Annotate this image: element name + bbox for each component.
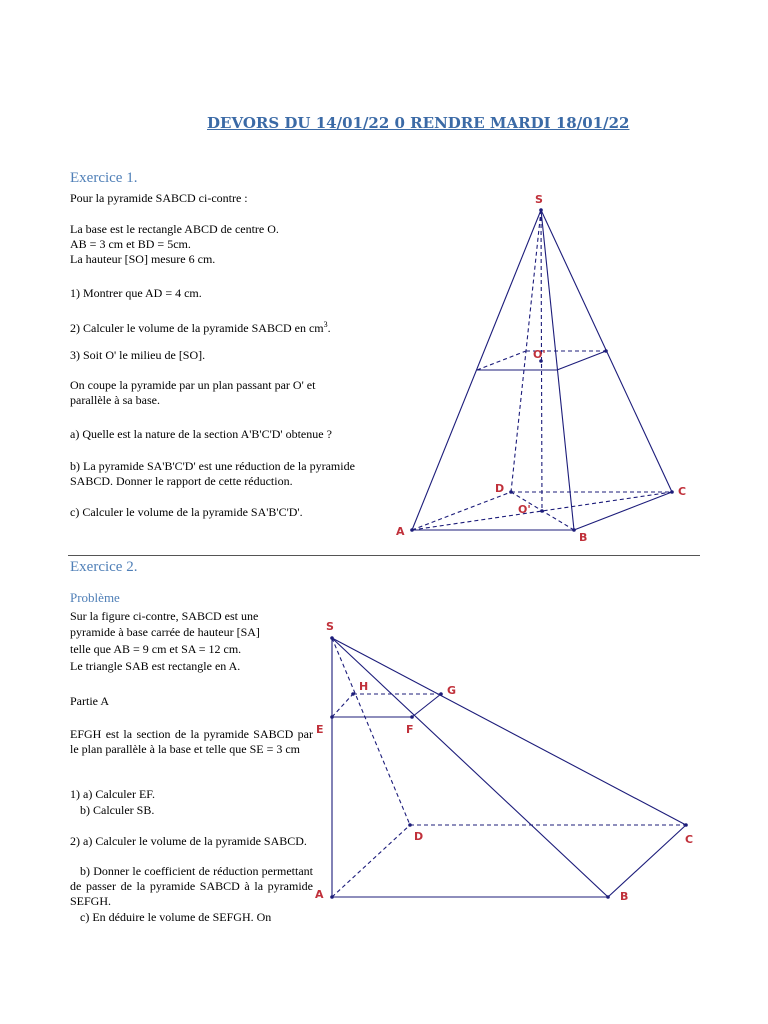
label-D-2: D (414, 830, 424, 843)
ex1-q2-exponent: 3 (323, 320, 328, 329)
label-E-2: E (316, 723, 324, 736)
pyramid-2-labels (315, 620, 693, 903)
page-title: DEVORS DU 14/01/22 0 RENDRE MARDI 18/01/22 (207, 114, 630, 132)
exercise1-heading: Exercice 1. (70, 170, 138, 186)
ex2-q1b: b) Calculer SB. (80, 803, 155, 817)
ex1-q2-text: 2) Calculer le volume de la pyramide SABCD en cm (70, 321, 324, 335)
pyramid-figure-2 (330, 636, 688, 899)
edge2-FG (412, 694, 441, 717)
edge-A1D1 (477, 351, 526, 370)
label-B-2: B (620, 890, 629, 903)
label-S-1: S (535, 193, 543, 206)
ex1-qc: c) Calculer le volume de la pyramide SA'B'C'D'. (70, 505, 303, 519)
label-G-2: G (447, 684, 457, 697)
ex2-efgh: EFGH est la section de la pyramide SABCD par le plan parallèle à la base et telle que SE = 3 cm (70, 727, 313, 756)
label-S-2: S (326, 620, 334, 633)
label-F-2: F (406, 723, 414, 736)
ex2-q2a: 2) a) Calculer le volume de la pyramide SABCD. (70, 834, 307, 848)
edge-AD (412, 492, 511, 530)
label-A-1: A (396, 525, 405, 538)
ex1-line-ab: AB = 3 cm et BD = 5cm. (70, 237, 191, 251)
edge2-SD (332, 638, 410, 825)
label-C-2: C (685, 833, 694, 846)
edge2-EH (332, 694, 353, 717)
label-C-1: C (678, 485, 687, 498)
edge2-AD (332, 825, 410, 897)
ex2-line-2: pyramide à base carrée de hauteur [SA] (70, 625, 260, 639)
edge2-SC (332, 638, 686, 825)
ex1-cut: On coupe la pyramide par un plan passant par O' et parallèle à sa base. (70, 378, 316, 407)
pyramid-figure-1 (410, 208, 674, 532)
ex2-q1a: 1) a) Calculer EF. (70, 787, 156, 801)
edge-B1C1 (557, 351, 606, 370)
ex1-q1: 1) Montrer que AD = 4 cm. (70, 286, 202, 300)
label-A-2: A (315, 888, 324, 901)
ex2-partie-a: Partie A (70, 694, 109, 708)
edge-BC (574, 492, 672, 530)
ex1-line-height: La hauteur [SO] mesure 6 cm. (70, 252, 216, 266)
ex1-qa: a) Quelle est la nature de la section A'B'C'D' obtenue ? (70, 427, 332, 441)
ex2-q2c: c) En déduire le volume de SEFGH. On (80, 910, 272, 924)
label-B-1: B (579, 531, 588, 544)
ex1-line-intro: Pour la pyramide SABCD ci-contre : (70, 191, 248, 205)
label-O-prime: O' (533, 348, 546, 361)
label-D-1: D (495, 482, 505, 495)
ex1-q3: 3) Soit O' le milieu de [SO]. (70, 348, 206, 362)
edge2-BC (608, 825, 686, 897)
ex1-line-base: La base est le rectangle ABCD de centre O. (70, 222, 279, 236)
ex1-q2-period: . (327, 321, 331, 335)
ex2-line-1: Sur la figure ci-contre, SABCD est une (70, 609, 259, 623)
exercise2-subheading: Problème (70, 590, 120, 605)
ex2-q2b: b) Donner le coefficient de réduction permettant de passer de la pyramide SABCD à la pyramide SEFGH. (70, 864, 313, 908)
ex2-line-3: telle que AB = 9 cm et SA = 12 cm. (70, 642, 242, 656)
ex1-qb: b) La pyramide SA'B'C'D' est une réduction de la pyramide SABCD. Donner le rapport de cette réduction. (70, 459, 355, 488)
ex2-line-4: Le triangle SAB est rectangle en A. (70, 659, 241, 673)
exercise2-heading: Exercice 2. (70, 559, 138, 575)
label-H-2: H (359, 680, 369, 693)
label-O-1: O' (518, 503, 531, 516)
